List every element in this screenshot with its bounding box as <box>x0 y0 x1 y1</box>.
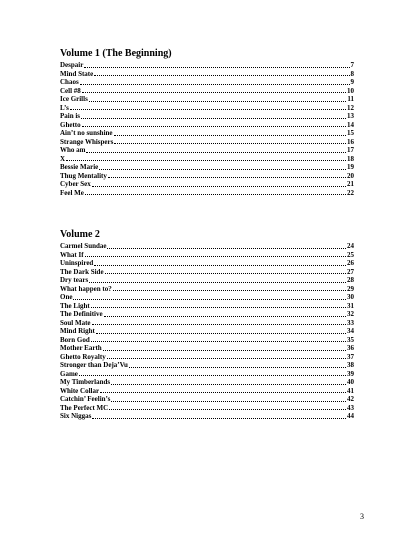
toc-entry-title: The Definitive <box>60 310 103 318</box>
toc-entry-title: My Timberlands <box>60 378 111 386</box>
toc-entry-page: 38 <box>347 361 354 369</box>
dot-leader <box>81 112 346 119</box>
dot-leader <box>91 301 346 308</box>
toc-entry-page: 10 <box>347 86 354 95</box>
toc-entry-title: Ice Grills <box>60 95 88 103</box>
toc-entry-page: 9 <box>350 78 354 86</box>
volume-2-list <box>60 242 354 421</box>
toc-entry-title: Pain is <box>60 112 81 120</box>
page-number: 3 <box>360 512 364 521</box>
toc-entry-page: 30 <box>347 293 354 301</box>
toc-entry-title: Uninspired <box>60 259 94 267</box>
toc-entry-title: Ghetto <box>60 120 81 129</box>
dot-leader <box>96 327 346 334</box>
toc-entry-page: 33 <box>347 318 354 327</box>
toc-entry-title: Ghetto Royalty <box>60 352 106 361</box>
toc-entry-title: What happen to? <box>60 284 112 293</box>
toc-entry-title: Stronger than Deja’Vu <box>60 361 128 369</box>
dot-leader <box>92 180 346 187</box>
toc-entry-page: 11 <box>347 95 354 103</box>
dot-leader <box>92 412 346 419</box>
dot-leader <box>114 129 346 136</box>
toc-entry-page: 14 <box>347 120 354 129</box>
toc-entry-page: 19 <box>347 163 354 171</box>
toc-entry-page: 7 <box>350 61 354 69</box>
dot-leader <box>85 188 346 195</box>
dot-leader <box>99 163 346 170</box>
toc-entry-page: 18 <box>347 154 354 163</box>
toc-entry-title: One <box>60 293 73 301</box>
toc-entry-page: 41 <box>347 386 354 395</box>
dot-leader <box>79 369 346 376</box>
toc-entry-title: Mind Right <box>60 327 95 335</box>
dot-leader <box>107 242 346 249</box>
toc-entry-title: Soul Mate <box>60 318 91 327</box>
toc-entry-page: 29 <box>347 284 354 293</box>
dot-leader <box>103 344 346 351</box>
dot-leader <box>113 284 346 291</box>
dot-leader <box>70 103 346 110</box>
dot-leader <box>100 386 346 393</box>
dot-leader <box>111 395 346 402</box>
toc-entry-page: 31 <box>347 301 354 310</box>
toc-entry-page: 25 <box>347 250 354 259</box>
toc-entry-page: 32 <box>347 310 354 318</box>
toc-entry-page: 43 <box>347 403 354 412</box>
toc-entry-title: Feel Me <box>60 188 84 197</box>
toc-entry-title: Despair <box>60 61 84 69</box>
toc-entry-title: Mother Earth <box>60 344 102 352</box>
toc-entry-page: 22 <box>347 188 354 197</box>
toc-entry-title: Mind State <box>60 69 94 78</box>
dot-leader <box>80 78 350 85</box>
dot-leader <box>91 335 346 342</box>
toc-entry-page: 12 <box>347 103 354 112</box>
dot-leader <box>107 352 346 359</box>
toc-entry-title: Born God <box>60 335 90 344</box>
toc-entry-page: 15 <box>347 129 354 137</box>
dot-leader <box>89 95 347 102</box>
volume-1-heading: Volume 1 (The Beginning) <box>60 48 172 59</box>
toc-entry-title: Cyber Sex <box>60 180 91 188</box>
toc-entry-title: White Collar <box>60 386 100 395</box>
toc-entry-page: 13 <box>347 112 354 120</box>
toc-entry-page: 37 <box>347 352 354 361</box>
dot-leader <box>82 120 346 127</box>
toc-entry-title: Chaos <box>60 78 79 86</box>
toc-entry-title: The Perfect MC <box>60 403 109 412</box>
dot-leader <box>105 267 346 274</box>
toc-entry-page: 42 <box>347 395 354 403</box>
toc-entry-title: Game <box>60 369 78 378</box>
dot-leader <box>104 310 346 317</box>
toc-entry-page: 40 <box>347 378 354 386</box>
toc-entry-title: Who am <box>60 146 86 154</box>
toc-entry <box>60 412 354 421</box>
dot-leader <box>82 86 346 93</box>
dot-leader <box>94 259 346 266</box>
dot-leader <box>129 361 346 368</box>
volume-1-list <box>60 61 354 197</box>
toc-entry-page: 39 <box>347 369 354 378</box>
dot-leader <box>109 403 346 410</box>
dot-leader <box>86 146 346 153</box>
dot-leader <box>108 171 346 178</box>
toc-entry-title: The Dark Side <box>60 267 104 276</box>
toc-entry-title: L’s <box>60 103 69 112</box>
toc-entry-title: Six Niggas <box>60 412 92 420</box>
toc-entry-title: Dry tears <box>60 276 89 284</box>
toc-entry-title: Carmel Sundae <box>60 242 107 250</box>
volume-2-heading: Volume 2 <box>60 229 100 240</box>
dot-leader <box>94 69 349 76</box>
toc-entry-title: Catchin’ Feelin’s <box>60 395 111 403</box>
dot-leader <box>84 61 349 68</box>
toc-entry-page: 24 <box>347 242 354 250</box>
toc-entry-page: 35 <box>347 335 354 344</box>
dot-leader <box>73 293 346 300</box>
dot-leader <box>114 137 346 144</box>
dot-leader <box>111 378 346 385</box>
toc-entry-page: 17 <box>347 146 354 154</box>
toc-entry-page: 21 <box>347 180 354 188</box>
dot-leader <box>89 276 346 283</box>
toc-entry-page: 44 <box>347 412 354 420</box>
dot-leader <box>92 318 346 325</box>
toc-entry-page: 36 <box>347 344 354 352</box>
toc-entry-page: 27 <box>347 267 354 276</box>
dot-leader <box>85 250 346 257</box>
toc-entry-title: The Light <box>60 301 90 310</box>
toc-entry-title: Thug Mentality <box>60 171 107 180</box>
dot-leader <box>66 154 346 161</box>
toc-entry-page: 26 <box>347 259 354 267</box>
toc-entry-title: Bessie Marie <box>60 163 99 171</box>
toc-entry-page: 20 <box>347 171 354 180</box>
toc-entry-page: 16 <box>347 137 354 146</box>
toc-entry-title: Cell #8 <box>60 86 81 95</box>
toc-entry-title: Strange Whispers <box>60 137 114 146</box>
toc-entry <box>60 189 354 198</box>
toc-entry-title: What If <box>60 250 84 259</box>
toc-entry-title: Ain’t no sunshine <box>60 129 113 137</box>
toc-entry-page: 28 <box>347 276 354 284</box>
toc-entry-page: 8 <box>350 69 354 78</box>
toc-entry-page: 34 <box>347 327 354 335</box>
toc-entry-title: X <box>60 154 66 163</box>
